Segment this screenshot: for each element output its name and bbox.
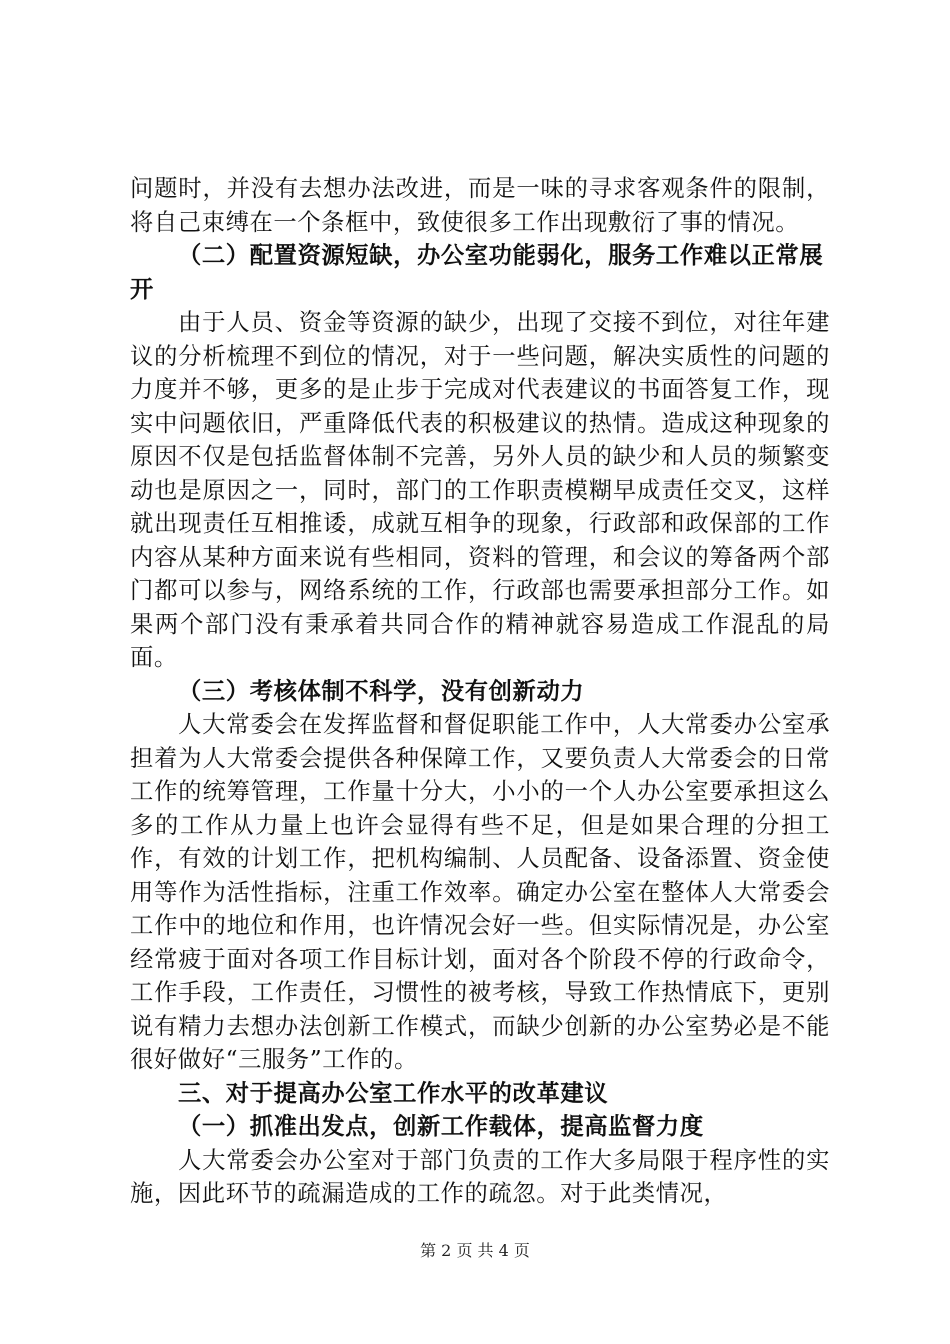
section-heading-1: （一）抓准出发点，创新工作载体，提高监督力度: [178, 1113, 704, 1140]
paragraph-continuation: 问题时，并没有去想办法改进，而是一味的寻求客观条件的限制，将自己束缚在一个条框中，致使很多工作出现敷衍了事的情况。: [130, 175, 830, 236]
paragraph-assessment: 人大常委会在发挥监督和督促职能工作中，人大常委办公室承担着为人大常委会提供各种保障工作，又要负责人大常委会的日常工作的统筹管理，工作量十分大，小小的一个人办公室要承担这么多的工作从力量上也许会显得有些不足，但是如果合理的分担工作，有效的计划工作，把机构编制、人员配备、设备添置、资金使用等作为活性指标，注重工作效率。确定办公室在整体人大常委会工作中的地位和作用，也许情况会好一些。但实际情况是，办公室经常疲于面对各项工作目标计划，面对各个阶段不停的行政命令，工作手段，工作责任，习惯性的被考核，导致工作热情底下，更别说有精力去想办法创新工作模式，而缺少创新的办公室势必是不能很好做好“三服务”工作的。: [130, 711, 830, 1073]
paragraph-resources: 由于人员、资金等资源的缺少，出现了交接不到位，对往年建议的分析梳理不到位的情况，对于一些问题，解决实质性的问题的力度并不够，更多的是止步于完成对代表建议的书面答复工作，现实中问题依旧，严重降低代表的积极建议的热情。造成这种现象的原因不仅是包括监督体制不完善，另外人员的缺少和人员的频繁变动也是原因之一，同时，部门的工作职责模糊早成责任交叉，这样就出现责任互相推诿，成就互相争的现象，行政部和政保部的工作内容从某种方面来说有些相同，资料的管理，和会议的筹备两个部门都可以参与，网络系统的工作，行政部也需要承担部分工作。如果两个部门没有秉承着共同合作的精神就容易造成工作混乱的局面。: [130, 309, 830, 671]
section-heading-3: （三）考核体制不科学，没有创新动力: [178, 677, 585, 705]
page-number-footer: 第 2 页 共 4 页: [420, 1241, 530, 1260]
document-body: [130, 172, 830, 1211]
paragraph-supervision: 人大常委会办公室对于部门负责的工作大多局限于程序性的实施，因此环节的疏漏造成的工作的疏忽。对于此类情况，: [130, 1146, 830, 1207]
section-heading-2: （二）配置资源短缺，办公室功能弱化，服务工作难以正常展开: [130, 242, 824, 303]
chapter-heading-3: 三、对于提高办公室工作水平的改革建议: [178, 1079, 609, 1107]
